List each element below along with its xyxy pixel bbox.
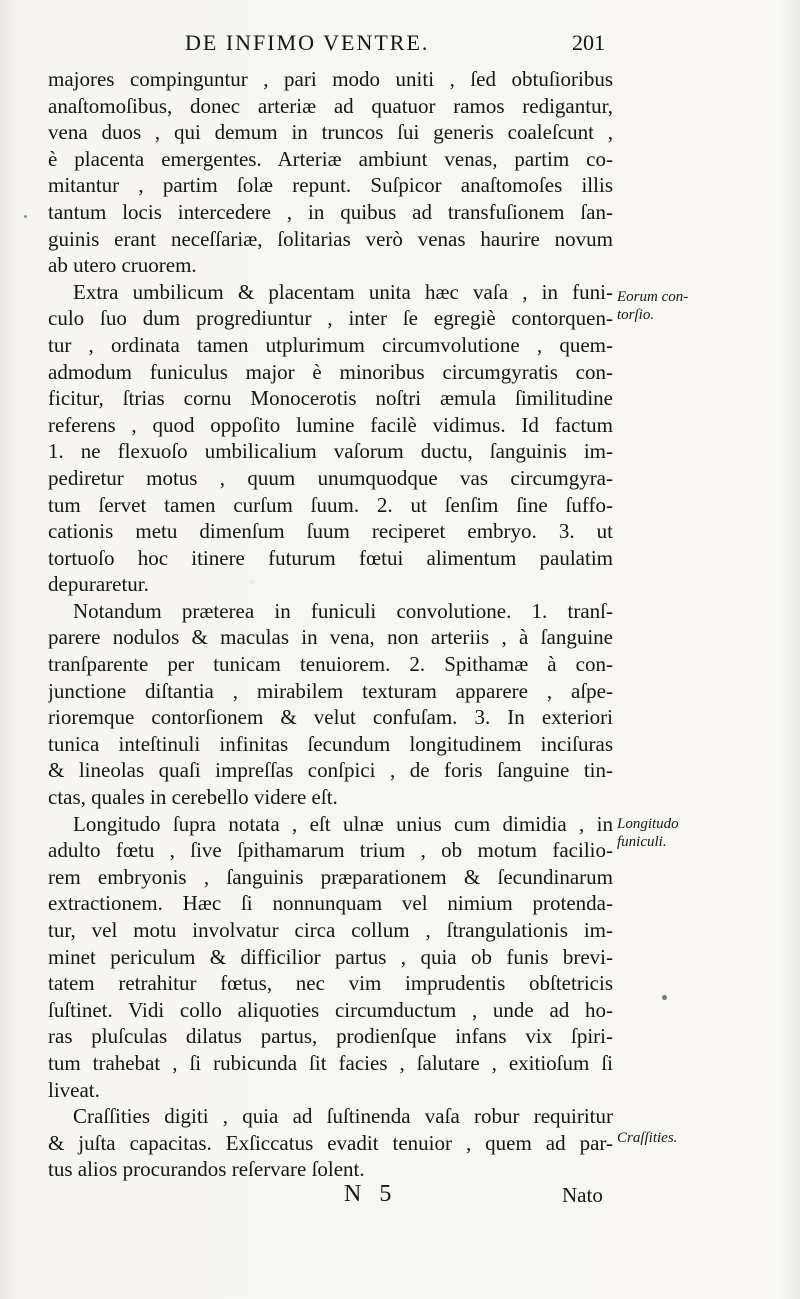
margin-note-line: Eorum con-: [617, 289, 689, 305]
margin-note-line: torſio.: [617, 307, 655, 323]
text-line: ctas, quales in cerebello videre eſt.: [48, 785, 338, 810]
margin-note-crassities: [617, 1129, 797, 1147]
text-line: mitantur , partim ſolæ repunt. Suſpicor anaſtomoſes illis: [48, 173, 613, 198]
text-line: liveat.: [48, 1077, 100, 1102]
text-line: ſuſtinet. Vidi collo aliquoties circumductum , unde ad ho-: [48, 997, 613, 1022]
text-line: Craſſities digiti , quia ad ſuſtinenda vaſa robur requiritur: [73, 1104, 613, 1129]
text-line: tantum locis intercedere , in quibus ad transfuſionem ſan-: [48, 199, 613, 224]
text-body: [48, 66, 613, 1183]
paragraph: [48, 598, 613, 811]
text-line: ficitur, ſtrias cornu Monocerotis noſtri æmula ſimilitudine: [48, 386, 613, 411]
text-line: vena duos , qui demum in truncos ſui generis coaleſcunt ,: [48, 120, 613, 145]
text-line: tur, vel motu involvatur circa collum , ſtrangulationis im-: [48, 918, 613, 942]
text-line: minet periculum & difficilior partus , quia ob funis brevi-: [48, 944, 613, 969]
text-line: tatem retrahitur fœtus, nec vim imprudentis obſtetricis: [48, 971, 613, 996]
text-line: depuraretur.: [48, 572, 149, 597]
margin-note-longitudo-funiculi: [617, 815, 797, 851]
text-line: tranſparente per tunicam tenuiorem. 2. Spithamæ à con-: [48, 652, 613, 677]
text-line: ab utero cruorem.: [48, 253, 197, 278]
paragraph: [48, 811, 613, 1104]
text-line: parere nodulos & maculas in vena, non arteriis , à ſanguine: [48, 625, 613, 650]
ink-speck: [662, 995, 667, 1000]
text-line: extractionem. Hæc ſi nonnunquam vel nimium protenda-: [48, 891, 613, 916]
running-head-title: DE INFIMO VENTRE.: [185, 30, 430, 55]
text-line: Extra umbilicum & placentam unita hæc vaſa , in funi-: [73, 279, 613, 304]
text-line: pediretur motus , quum unumquodque vas circumgyra-: [48, 465, 613, 490]
text-line: culo ſuo dum progrediuntur , inter ſe egregiè contorquen-: [48, 306, 613, 331]
text-line: cationis metu dimenſum ſuum reciperet embryo. 3. ut: [48, 519, 613, 544]
text-line: majores compinguntur , pari modo uniti , ſed obtuſioribus: [48, 67, 613, 91]
margin-note-line: funiculi.: [617, 834, 667, 850]
page-number: 201: [572, 30, 605, 55]
text-line: adulto fœtu , ſive ſpithamarum trium , ob motum facilio-: [48, 838, 613, 863]
signature-mark: N 5: [344, 1181, 398, 1207]
text-line: rioremque contorſionem & velut confuſam. 3. In exteriori: [48, 705, 613, 730]
text-line: junctione diſtantia , mirabilem texturam apparere , aſpe-: [48, 678, 613, 703]
text-line: tur , ordinata tamen utplurimum circumvolutione , quem-: [48, 332, 613, 357]
text-line: anaſtomoſibus, donec arteriæ ad quatuor ramos redigantur,: [48, 93, 613, 118]
running-head: [185, 30, 605, 60]
margin-note-line: Longitudo: [617, 816, 679, 832]
text-line: tum trahebat , ſi rubicunda ſit facies , ſalutare , exitioſum ſi: [48, 1050, 613, 1075]
catchword: Nato: [562, 1183, 603, 1207]
text-line: guinis erant neceſſariæ, ſolitarias verò venas haurire novum: [48, 226, 613, 251]
text-line: 1. ne flexuoſo umbilicalium vaſorum ductu, ſanguinis im-: [48, 439, 613, 464]
text-line: admodum funiculus major è minoribus circumgyratis con-: [48, 359, 613, 384]
text-line: & lineolas quaſi impreſſas conſpici , de foris ſanguine tin-: [48, 758, 613, 783]
text-line: & juſta capacitas. Exſiccatus evadit tenuior , quem ad par-: [48, 1130, 613, 1155]
text-line: è placenta emergentes. Arteriæ ambiunt venas, partim co-: [48, 146, 613, 171]
text-line: Notandum præterea in funiculi convolutione. 1. tranſ-: [73, 598, 613, 623]
text-line: tus alios procurandos reſervare ſolent.: [48, 1157, 365, 1182]
text-line: tunica inteſtinuli infinitas ſecundum longitudinem inciſuras: [48, 731, 613, 756]
paragraph: [48, 1103, 613, 1183]
text-line: tum ſervet tamen curſum ſuum. 2. ut ſenſim ſine ſuffo-: [48, 492, 613, 517]
text-line: tortuoſo hoc itinere futurum fœtui alimentum paulatim: [48, 545, 613, 570]
text-line: Longitudo ſupra notata , eſt ulnæ unius cum dimidia , in: [73, 811, 613, 836]
text-line: ras pluſculas dilatus partus, prodienſque infans vix ſpiri-: [48, 1024, 613, 1049]
paragraph: [48, 66, 613, 279]
paragraph: [48, 279, 613, 598]
ink-speck: [24, 215, 27, 218]
margin-note-line: Craſſities.: [617, 1130, 678, 1146]
margin-note-eorum-contorsio: [617, 288, 797, 324]
text-line: referens , quod oppoſito lumine facilè vidimus. Id factum: [48, 412, 613, 437]
text-line: rem embryonis , ſanguinis præparationem & ſecundinarum: [48, 864, 613, 889]
